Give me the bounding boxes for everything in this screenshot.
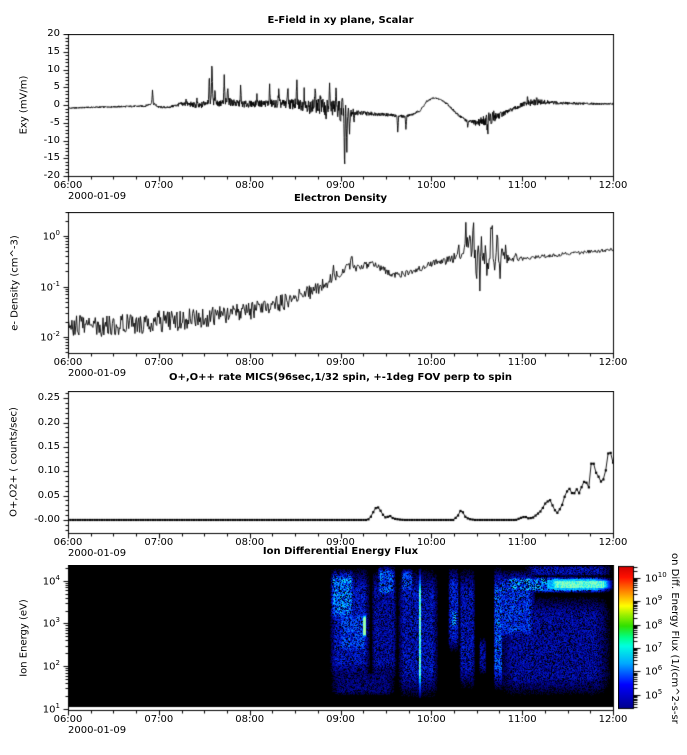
colorbar-tick-label (645, 688, 681, 701)
x-tick-label: 12:00 (598, 357, 628, 368)
tick-exponent: 2 (55, 659, 60, 668)
colorbar-canvas (618, 565, 644, 712)
tick-mantissa: 10 (645, 596, 658, 608)
x-tick-label: 06:00 (53, 357, 83, 368)
y-tick-label: 15 (47, 45, 60, 57)
x-tick-label: 07:00 (144, 714, 174, 725)
tick-mantissa: 10 (42, 231, 56, 243)
tick-exponent: 3 (55, 616, 60, 625)
tick-exponent: 1 (55, 701, 60, 710)
tick-exponent: 7 (657, 641, 663, 650)
x-tick-label: 09:00 (326, 357, 355, 368)
x-tick-label: 12:00 (598, 537, 628, 548)
tick-mantissa: 10 (42, 576, 56, 588)
tick-mantissa: 10 (40, 281, 54, 293)
spectrogram-plot-canvas (54, 565, 619, 724)
x-tick-label: 08:00 (235, 180, 265, 191)
x-tick-label: 09:00 (326, 537, 355, 548)
colorbar-tick-label (645, 618, 681, 631)
tick-exponent: -2 (53, 329, 60, 338)
tick-exponent: 10 (657, 570, 667, 579)
electron-density-title: Electron Density (293, 193, 388, 204)
x-tick-label: 08:00 (235, 357, 265, 368)
x-tick-label: 07:00 (144, 537, 174, 548)
y-tick-label (16, 702, 60, 715)
y-tick-label (16, 229, 60, 242)
x-tick-label: 12:00 (598, 714, 628, 725)
ion-rate-plot-canvas (54, 391, 619, 547)
y-tick-label (16, 616, 60, 629)
date-label: 2000-01-09 (68, 548, 127, 559)
x-tick-label: 06:00 (53, 714, 83, 725)
y-tick-label: 10 (47, 63, 60, 75)
y-tick-label: 20 (47, 28, 60, 39)
x-tick-label: 06:00 (53, 180, 83, 191)
y-tick-label: -10 (43, 134, 60, 146)
tick-exponent: 0 (55, 229, 60, 238)
x-tick-label: 11:00 (507, 714, 537, 725)
tick-mantissa: 10 (645, 573, 658, 585)
y-tick-label (16, 574, 60, 587)
tick-mantissa: 10 (645, 643, 658, 655)
x-tick-label: 08:00 (235, 714, 265, 725)
x-tick-label: 07:00 (144, 357, 174, 368)
y-tick-label (16, 280, 60, 293)
y-tick-label (16, 330, 60, 343)
spectrogram-title: Ion Differential Energy Flux (262, 546, 419, 557)
x-tick-label: 10:00 (416, 180, 446, 191)
colorbar-tick-label (645, 571, 681, 584)
y-tick-label: 0.20 (37, 416, 60, 428)
tick-mantissa: 10 (645, 619, 658, 631)
tick-exponent: 6 (657, 664, 663, 673)
x-tick-label: 11:00 (507, 537, 537, 548)
y-tick-label: 0.10 (37, 465, 60, 477)
tick-mantissa: 10 (40, 332, 54, 344)
electron-density-y-axis-label: e- Density (cm^-3) (9, 234, 21, 331)
ion-rate-y-axis-label: O+,O2+ ( counts/sec) (8, 407, 20, 517)
y-tick-label: -5 (50, 116, 60, 128)
y-tick-label: 0.25 (37, 392, 60, 404)
x-tick-label: 10:00 (416, 537, 446, 548)
electron-density-plot-canvas (54, 212, 619, 367)
tick-mantissa: 10 (645, 666, 658, 678)
x-tick-label: 12:00 (598, 180, 628, 191)
x-tick-label: 07:00 (144, 180, 174, 191)
y-tick-label: 0.05 (37, 489, 60, 501)
tick-mantissa: 10 (645, 690, 658, 702)
efield-plot-canvas (54, 34, 619, 190)
y-tick-label: 5 (53, 81, 60, 93)
y-tick-label: 0 (53, 99, 60, 110)
tick-exponent: 8 (657, 617, 663, 626)
x-tick-label: 09:00 (326, 180, 355, 191)
tick-exponent: 5 (657, 687, 663, 696)
colorbar-tick-label (645, 664, 681, 677)
y-tick-label: -15 (43, 152, 60, 164)
x-tick-label: 08:00 (235, 537, 265, 548)
tick-exponent: 4 (55, 573, 60, 582)
y-tick-label: 0.15 (37, 440, 60, 452)
colorbar-tick-label (645, 594, 681, 607)
tick-mantissa: 10 (42, 618, 56, 630)
x-tick-label: 10:00 (416, 357, 446, 368)
x-tick-label: 06:00 (53, 537, 83, 548)
colorbar-axis-label: on Diff. Energy Flux (1/(cm^2-s-sr (669, 553, 680, 724)
date-label: 2000-01-09 (68, 725, 127, 736)
tick-exponent: -1 (53, 279, 60, 288)
y-tick-label (16, 659, 60, 672)
date-label: 2000-01-09 (68, 191, 127, 202)
x-tick-label: 10:00 (416, 714, 446, 725)
colorbar-tick-label (645, 641, 681, 654)
efield-y-axis-label: Exy (mV/m) (18, 75, 30, 135)
ion-rate-title: O+,O++ rate MICS(96sec,1/32 spin, +-1deg FOV perp to spin (168, 372, 513, 383)
x-tick-label: 11:00 (507, 180, 537, 191)
x-tick-label: 09:00 (326, 714, 355, 725)
spectrogram-y-axis-label: Ion Energy (eV) (18, 598, 30, 677)
date-label: 2000-01-09 (68, 368, 127, 379)
tick-mantissa: 10 (42, 661, 56, 673)
efield-title: E-Field in xy plane, Scalar (267, 15, 414, 26)
y-tick-label: -0.00 (34, 513, 60, 525)
tick-exponent: 9 (657, 594, 663, 603)
tick-mantissa: 10 (42, 704, 56, 716)
y-tick-label: -20 (43, 170, 60, 181)
x-tick-label: 11:00 (507, 357, 537, 368)
